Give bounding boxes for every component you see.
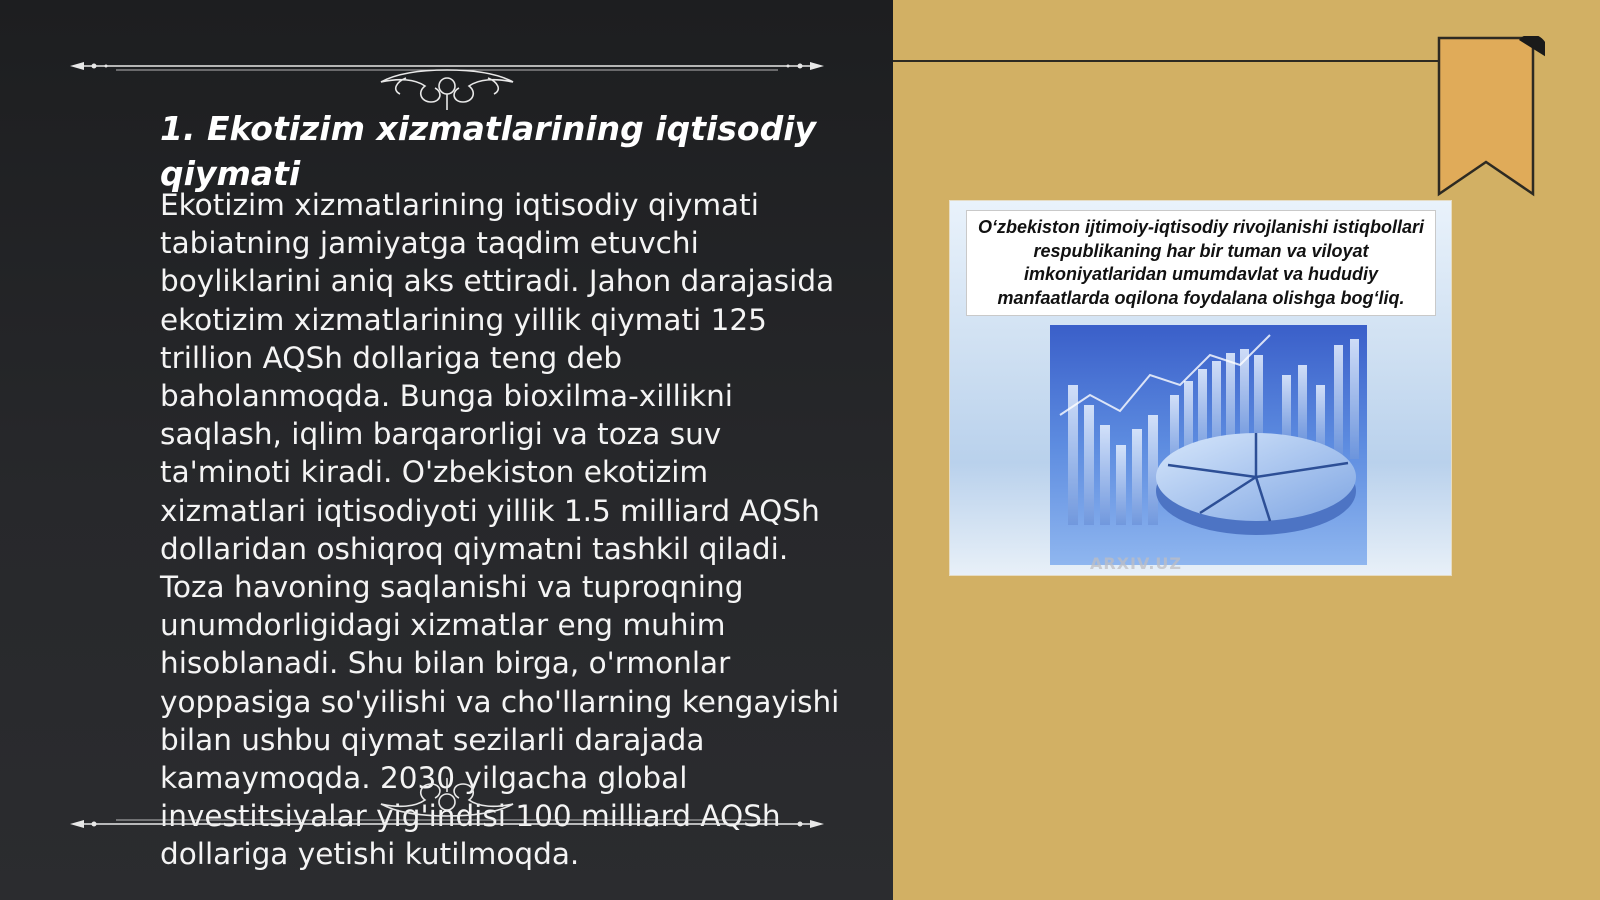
bookmark-ribbon-icon <box>1435 36 1545 198</box>
illustration-card <box>950 201 1451 575</box>
top-rule-line <box>893 60 1453 62</box>
slide-body-text: Ekotizim xizmatlarining iqtisodiy qiymati tabiatning jamiyatga taqdim etuvchi boyliklarini aniq aks ettiradi. Jahon darajasida ekotizim xizmatlarining yillik qiymati 125 trillion AQSh dollariga teng deb baholanmoqda. Bunga bioxilma-xillikni saqlash, iqlim barqarorligi va toza suv ta'minoti kiradi. O'zbekiston ekotizim xizmatlari iqtisodiyoti yillik 1.5 milliard AQSh dollaridan oshiqroq qiymatni tashkil qiladi. Toza havoning saqlanishi va tuproqning unumdorligidagi xizmatlar eng muhim hisoblanadi. Shu bilan birga, o'rmonlar yoppasiga so'yilishi va cho'llarning kengayishi bilan ushbu qiymat sezilarli darajada kamaymoqda. 2030 yilgacha global investitsiyalar yig'indisi 100 milliard AQSh dollariga yetishi kutilmoqda. <box>160 188 840 872</box>
chart-pie-illustration-icon <box>1050 325 1367 565</box>
right-panel <box>893 0 1600 900</box>
watermark-text: ARXIV.UZ <box>1090 554 1182 573</box>
top-ornament-divider <box>66 50 828 110</box>
image-caption-text: O‘zbekiston ijtimoiy-iqtisodiy rivojlanishi istiqbollari respublikaning har bir tuman va viloyat imkoniyatlaridan umumdavlat va hududiy manfaatlarda oqilona foydalana olishga bog‘liq. <box>977 217 1425 308</box>
bottom-ornament-divider <box>66 778 828 838</box>
slide-title: 1. Ekotizim xizmatlarining iqtisodiy qiymati <box>160 109 817 193</box>
image-caption-box <box>966 210 1436 316</box>
